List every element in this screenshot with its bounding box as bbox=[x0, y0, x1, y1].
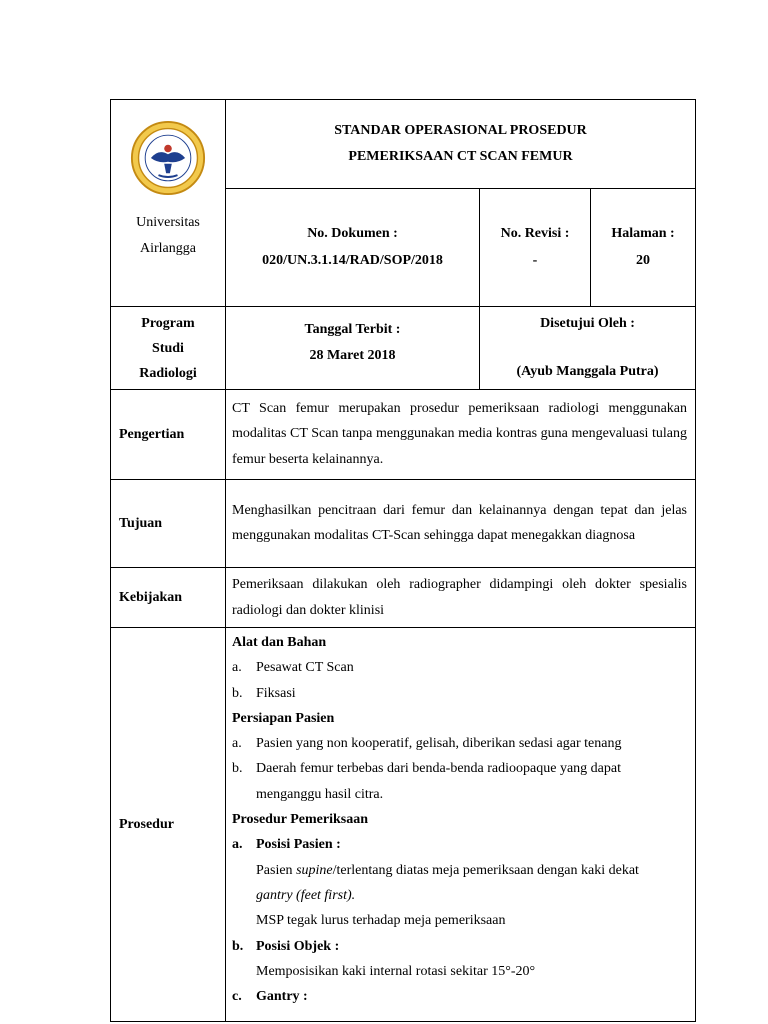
revision-cell bbox=[480, 188, 591, 306]
posisi-objek-heading bbox=[232, 934, 687, 959]
university-logo-icon bbox=[130, 120, 206, 196]
sop-table bbox=[110, 99, 696, 1022]
pengertian-text bbox=[226, 390, 696, 480]
list-text: Pesawat CT Scan bbox=[256, 660, 354, 676]
list-marker: a. bbox=[232, 660, 242, 676]
text-segment: Pasien bbox=[256, 862, 297, 878]
posisi-pasien-text bbox=[232, 858, 687, 883]
approval-cell bbox=[480, 307, 696, 390]
list-text: Posisi Objek : bbox=[256, 938, 340, 954]
sop-document bbox=[110, 99, 695, 1022]
kebijakan-paragraph: Pemeriksaan dilakukan oleh radiographer didampingi oleh dokter spesialis radiologi dan dokter klinisi bbox=[232, 577, 688, 618]
list-marker: a. bbox=[232, 736, 242, 752]
prosedur-content bbox=[226, 628, 696, 1022]
institution-line-2: Airlangga bbox=[140, 241, 196, 256]
document-number-label: No. Dokumen : bbox=[307, 226, 398, 242]
alat-item-2 bbox=[232, 681, 687, 706]
document-number-cell bbox=[226, 188, 480, 306]
list-marker: b. bbox=[232, 761, 243, 777]
pengertian-label: Pengertian bbox=[111, 390, 226, 480]
persiapan-heading: Persiapan Pasien bbox=[232, 710, 335, 726]
tujuan-text bbox=[226, 480, 696, 568]
revision-value: - bbox=[532, 253, 538, 269]
list-marker: a. bbox=[232, 837, 243, 853]
document-title bbox=[226, 100, 696, 189]
issue-date-label: Tanggal Terbit : bbox=[304, 322, 401, 337]
text-segment: /terlentang diatas meja pemeriksaan dengan kaki dekat bbox=[332, 862, 639, 878]
pemeriksaan-heading: Prosedur Pemeriksaan bbox=[232, 812, 368, 828]
page-label: Halaman : bbox=[611, 226, 675, 242]
gantry-heading bbox=[232, 984, 687, 1009]
page-value: 20 bbox=[636, 253, 650, 269]
page-cell bbox=[591, 188, 696, 306]
alat-heading: Alat dan Bahan bbox=[232, 635, 327, 650]
posisi-pasien-gantry bbox=[232, 883, 687, 908]
italic-term: supine bbox=[296, 862, 333, 878]
list-text: Posisi Pasien : bbox=[256, 837, 341, 853]
kebijakan-label: Kebijakan bbox=[111, 568, 226, 628]
program-line-1: Program bbox=[141, 315, 195, 331]
kebijakan-text bbox=[226, 568, 696, 628]
issue-date-cell bbox=[226, 307, 480, 390]
posisi-objek-text: Memposisikan kaki internal rotasi sekitar 15°-20° bbox=[256, 963, 536, 979]
list-marker: b. bbox=[232, 938, 244, 954]
persiapan-item-b-continued: menganggu hasil citra. bbox=[256, 786, 384, 802]
tujuan-paragraph: Menghasilkan pencitraan dari femur dan kelainannya dengan tepat dan jelas menggunakan modalitas CT-Scan sehingga dapat menegakkan diagnosa bbox=[232, 502, 688, 543]
tujuan-label: Tujuan bbox=[111, 480, 226, 568]
persiapan-item-b bbox=[232, 756, 687, 781]
issue-date-value: 28 Maret 2018 bbox=[309, 348, 396, 363]
institution-line-1: Universitas bbox=[136, 215, 200, 230]
list-text: Pasien yang non kooperatif, gelisah, diberikan sedasi agar tenang bbox=[256, 736, 622, 752]
list-text: Gantry : bbox=[256, 989, 308, 1005]
alat-item-1 bbox=[232, 655, 687, 680]
posisi-pasien-msp: MSP tegak lurus terhadap meja pemeriksaan bbox=[256, 913, 506, 929]
list-text: Daerah femur terbebas dari benda-benda radioopaque yang dapat bbox=[256, 761, 621, 777]
list-marker: c. bbox=[232, 989, 242, 1005]
list-text: Fiksasi bbox=[256, 685, 296, 701]
pengertian-paragraph: CT Scan femur merupakan prosedur pemeriksaan radiologi menggunakan modalitas CT Scan tanpa menggunakan media kontras guna mengevaluasi tulang femur beserta kelainannya. bbox=[232, 400, 688, 467]
program-line-3: Radiologi bbox=[139, 365, 197, 381]
approver-name: (Ayub Manggala Putra) bbox=[516, 364, 659, 379]
list-marker: b. bbox=[232, 685, 243, 701]
document-number-value: 020/UN.3.1.14/RAD/SOP/2018 bbox=[262, 253, 443, 269]
italic-term: gantry (feet first). bbox=[256, 887, 356, 903]
posisi-pasien-heading bbox=[232, 832, 687, 857]
program-line-2: Studi bbox=[152, 340, 184, 356]
prosedur-label: Prosedur bbox=[111, 628, 226, 1022]
program-cell bbox=[111, 307, 226, 390]
revision-label: No. Revisi : bbox=[500, 226, 570, 242]
institution-name bbox=[136, 210, 200, 262]
persiapan-item-a bbox=[232, 731, 687, 756]
approval-label: Disetujui Oleh : bbox=[540, 316, 635, 331]
title-line-2: PEMERIKSAAN CT SCAN FEMUR bbox=[348, 148, 573, 164]
institution-cell bbox=[111, 100, 226, 307]
title-line-1: STANDAR OPERASIONAL PROSEDUR bbox=[334, 122, 587, 138]
